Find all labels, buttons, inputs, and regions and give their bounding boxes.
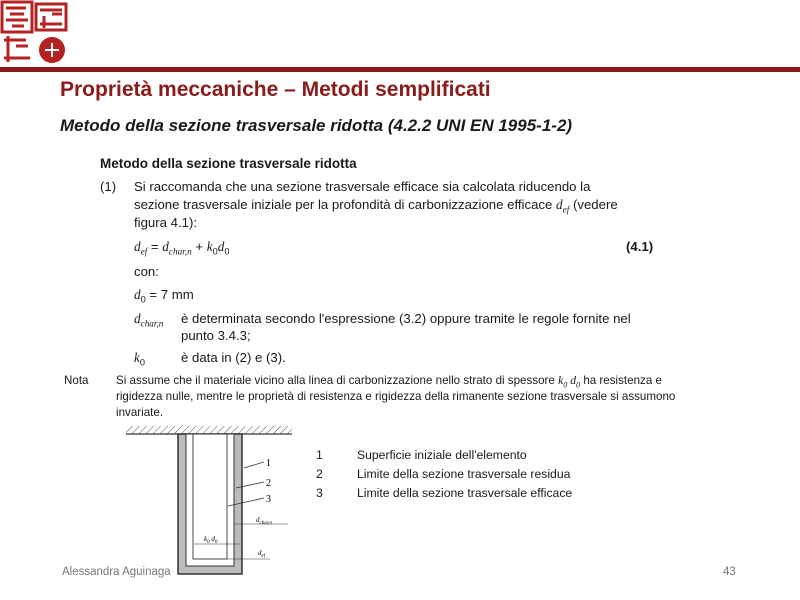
legend-text-2: Limite della sezione trasversale residua [357, 467, 571, 481]
k0-symbol: $k_0$ [134, 350, 145, 368]
top-surface-hatch [126, 426, 292, 434]
slide-title: Proprietà meccaniche – Metodi semplificati [60, 78, 491, 101]
formula-label: (4.1) [626, 239, 654, 254]
formula: $d_{ef} = d_{char,n} + k_0d_0$ [134, 239, 230, 257]
legend-text-1: Superficie iniziale dell'elemento [357, 448, 527, 462]
legend-num-3: 3 [316, 486, 323, 500]
note-label: Nota [64, 374, 89, 387]
slide-subtitle: Metodo della sezione trasversale ridotta (4.2.2 UNI EN 1995-1-2) [60, 116, 573, 135]
paragraph-line-1: Si raccomanda che una sezione trasversale efficace sia calcolata riducendo la [134, 179, 591, 194]
dchar-symbol: $d_{char,n}$ [134, 311, 164, 329]
paragraph-line-2-tail: (vedere [572, 197, 618, 212]
footer-author: Alessandra Aguinaga [62, 566, 171, 578]
paragraph-line-2-text: sezione trasversale iniziale per la profondità di carbonizzazione efficace [134, 197, 553, 212]
legend-num-1: 1 [316, 448, 323, 462]
note-line-3: invariate. [116, 406, 164, 419]
paragraph-line-3: figura 4.1): [134, 215, 198, 230]
page-number: 43 [723, 566, 736, 578]
section-diagram [120, 424, 300, 584]
figure-label-1: 1 [266, 458, 271, 469]
dchar-desc-1: è determinata secondo l'espressione (3.2) oppure tramite le regole fornite nel [181, 311, 631, 326]
note-line-1-tail: ha resistenza e [583, 374, 662, 387]
note-line-2: rigidezza nulle, mentre le proprietà di resistenza e rigidezza della rimanente sezione trasversale si assumono [116, 390, 676, 403]
con-label: con: [134, 264, 159, 279]
k0-desc: è data in (2) e (3). [181, 350, 286, 365]
note-line-1-text: Si assume che il materiale vicino alla linea di carbonizzazione nello strato di spessore [116, 374, 555, 387]
figure-label-3: 3 [266, 494, 271, 505]
legend-text-3: Limite della sezione trasversale efficace [357, 486, 573, 500]
figure-label-2: 2 [266, 478, 271, 489]
dchar-desc-2: punto 3.4.3; [181, 328, 251, 343]
def-symbol: $d_{ef}$ [556, 197, 570, 215]
paragraph-line-2 [134, 197, 618, 215]
note-k0d0: $k_0$ $d_0$ [558, 374, 581, 390]
dim-dchar-label: $d_{char,n}$ [256, 516, 272, 526]
excerpt-heading: Metodo della sezione trasversale ridotta [100, 156, 357, 171]
university-seal-logo [0, 0, 72, 66]
legend-num-2: 2 [316, 467, 323, 481]
clause-number: (1) [100, 179, 117, 194]
dim-def-label: $d_{ef}$ [258, 549, 266, 559]
d0-definition: $d_0 = 7$ mm [134, 287, 194, 305]
d0-value: = 7 mm [149, 287, 194, 302]
dim-k0d0-label: $k_0$ $d_0$ [204, 535, 218, 545]
header-rule [0, 67, 800, 72]
